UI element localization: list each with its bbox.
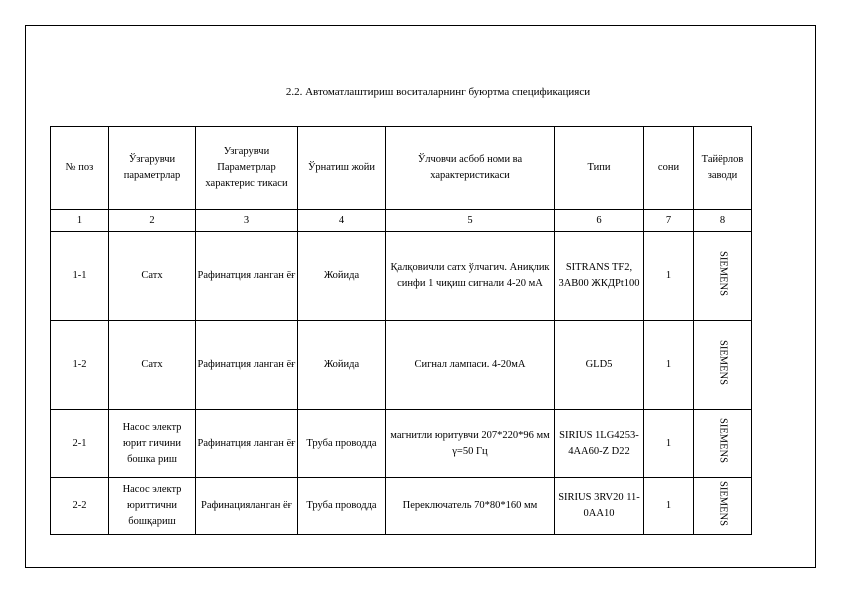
row-maker-cell	[694, 410, 752, 478]
row-device: Сигнал лампаси. 4-20мА	[386, 321, 555, 410]
row-pos: 2-2	[51, 478, 109, 535]
table-row	[51, 321, 752, 410]
header-place: Ўрнатиш жойи	[298, 127, 386, 210]
row-pos: 2-1	[51, 410, 109, 478]
col-num-1: 1	[51, 210, 109, 232]
table-row	[51, 410, 752, 478]
table-row	[51, 478, 752, 535]
row-device: Қалқовичли сатх ўлчагич. Аниқлик синфи 1 чиқиш сигнали 4-20 мА	[386, 232, 555, 321]
row-type: SITRANS TF2, 3AB00 ЖКДPt100	[555, 232, 644, 321]
row-device: магнитли юритувчи 207*220*96 мм γ=50 Гц	[386, 410, 555, 478]
row-pos: 1-2	[51, 321, 109, 410]
column-number-row	[51, 210, 752, 232]
row-place: Труба проводда	[298, 478, 386, 535]
row-param: Сатх	[109, 321, 196, 410]
row-type: GLD5	[555, 321, 644, 410]
row-count: 1	[644, 410, 694, 478]
col-num-8: 8	[694, 210, 752, 232]
table-row	[51, 232, 752, 321]
row-param: Насос электр юриттични бошқариш	[109, 478, 196, 535]
row-char: Рафинатция ланган ёғ	[196, 232, 298, 321]
row-pos: 1-1	[51, 232, 109, 321]
col-num-6: 6	[555, 210, 644, 232]
row-count: 1	[644, 321, 694, 410]
row-char: Рафинатция ланган ёғ	[196, 410, 298, 478]
row-type: SIRIUS 1LG4253-4AA60-Z D22	[555, 410, 644, 478]
row-maker-cell	[694, 478, 752, 535]
row-count: 1	[644, 232, 694, 321]
row-char: Рафинацияланган ёғ	[196, 478, 298, 535]
row-maker: SIEMENS	[717, 250, 729, 296]
header-count: сони	[644, 127, 694, 210]
header-param: Ўзгарувчи параметрлар	[109, 127, 196, 210]
header-row	[51, 127, 752, 210]
specification-table	[50, 126, 752, 535]
row-char: Рафинатция ланган ёғ	[196, 321, 298, 410]
header-maker: Тайёрлов заводи	[694, 127, 752, 210]
row-maker: SIEMENS	[717, 480, 729, 526]
row-param: Сатх	[109, 232, 196, 321]
section-title: 2.2. Автоматлаштириш воситаларнинг буюртма спецификацияси	[285, 86, 591, 98]
col-num-3: 3	[196, 210, 298, 232]
row-maker-cell	[694, 321, 752, 410]
header-device: Ўлчовчи асбоб номи ва характеристикаси	[386, 127, 555, 210]
header-pos: № поз	[51, 127, 109, 210]
row-maker: SIEMENS	[717, 339, 729, 385]
col-num-5: 5	[386, 210, 555, 232]
row-place: Труба проводда	[298, 410, 386, 478]
col-num-7: 7	[644, 210, 694, 232]
row-device: Переключатель 70*80*160 мм	[386, 478, 555, 535]
row-count: 1	[644, 478, 694, 535]
col-num-4: 4	[298, 210, 386, 232]
col-num-2: 2	[109, 210, 196, 232]
row-maker-cell	[694, 232, 752, 321]
row-place: Жойида	[298, 232, 386, 321]
header-char: Узгарувчи Параметрлар характерис тикаси	[196, 127, 298, 210]
header-type: Типи	[555, 127, 644, 210]
row-place: Жойида	[298, 321, 386, 410]
row-type: SIRIUS 3RV20 11-0AA10	[555, 478, 644, 535]
row-maker: SIEMENS	[717, 418, 729, 463]
row-param: Насос электр юрит гичини бошка риш	[109, 410, 196, 478]
